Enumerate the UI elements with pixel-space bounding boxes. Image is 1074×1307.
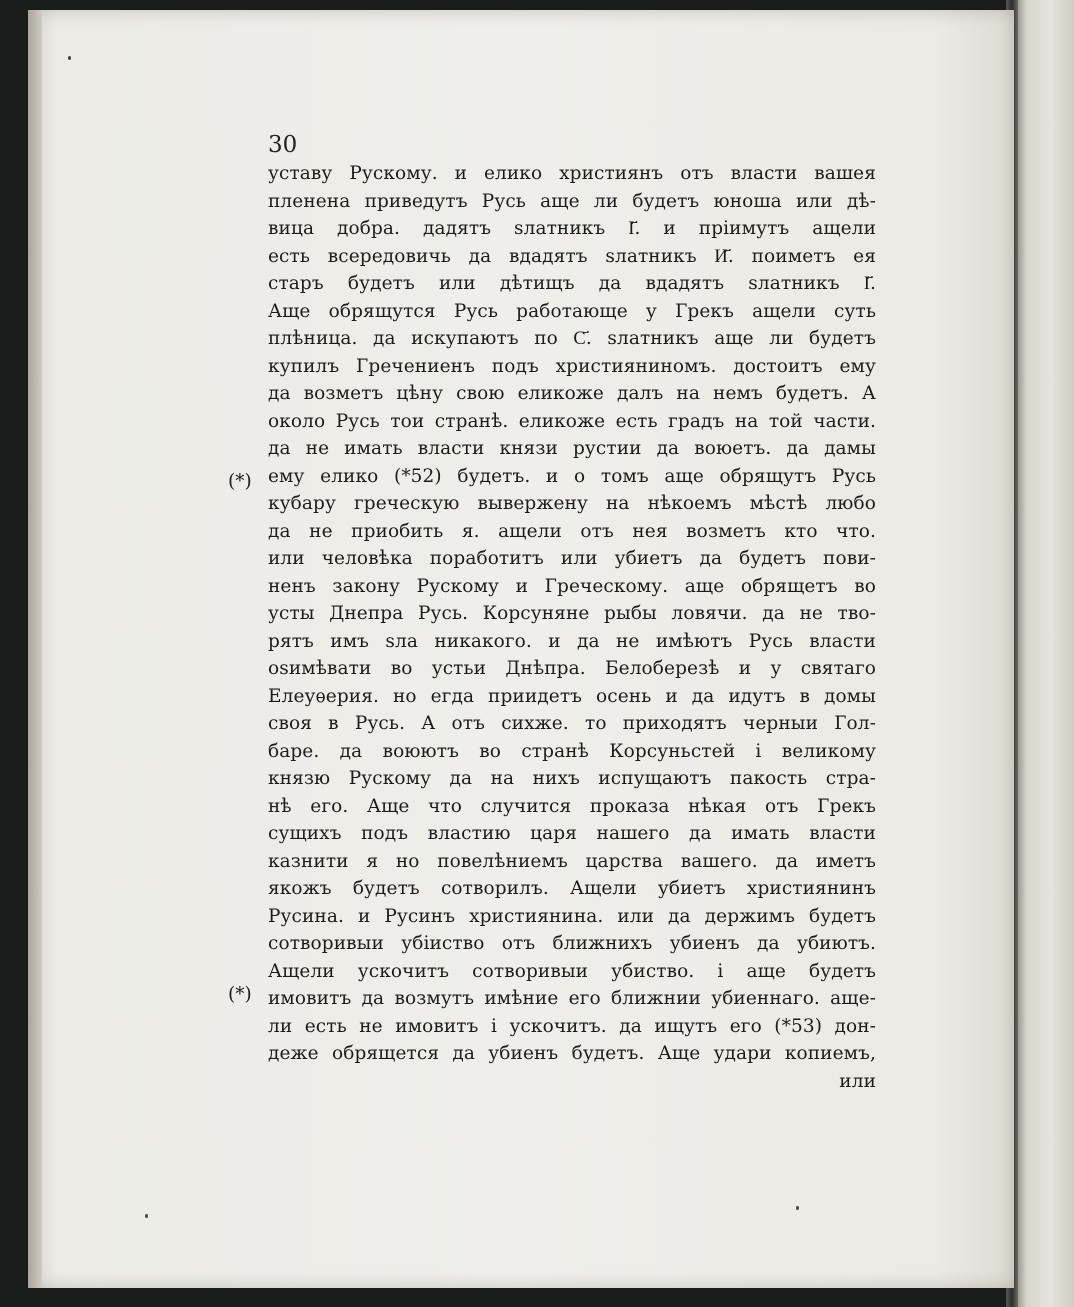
text-line: да не имать власти князи рустии да воюетъ. да дамы	[268, 438, 876, 459]
page-edge	[28, 10, 42, 1288]
text-line: ли есть не имовитъ і ускочитъ. да ищутъ его (*53) дон-	[268, 1015, 876, 1037]
text-line: князю Рускому да на нихъ испущаютъ пакость стра-	[268, 768, 876, 789]
text-line: вица добра. дадятъ ѕлатникъ І҃. и прiимутъ ащели	[268, 218, 876, 239]
text-line: Елеуѳерия. но егда приидетъ осень и да идутъ в домы	[268, 685, 876, 707]
catchword: или	[839, 1070, 876, 1092]
text-line: пленена приведутъ Русь аще ли будетъ юноша или дѣ-	[268, 190, 876, 212]
page-number: 30	[268, 132, 298, 158]
text-line: уставу Рускому. и елико християнъ отъ власти вашея	[268, 163, 876, 184]
text-line: Ащели ускочитъ сотворивыи убиство. і аще будетъ	[268, 960, 876, 982]
text-line: казнити я но повелѣниемъ царства вашего. да иметъ	[268, 850, 876, 872]
text-line: около Русь тои странѣ. еликоже есть градъ на той части.	[268, 410, 876, 432]
body-text	[268, 160, 876, 1095]
text-line: баре. да воюютъ во странѣ Корсуньстей і великому	[268, 740, 876, 762]
text-line: купилъ Гречениенъ подъ християниномъ. достоитъ ему	[268, 355, 876, 377]
footnote-marker: (*)	[228, 471, 252, 492]
text-line: сущихъ подъ властию царя нашего да имать власти	[268, 823, 876, 844]
paper-speck	[68, 56, 71, 60]
text-line: якожъ будетъ сотворилъ. Ащели убиетъ християнинъ	[268, 878, 876, 899]
footnote-marker: (*)	[228, 984, 252, 1005]
text-line: Русина. и Русинъ християнина. или да держимъ будетъ	[268, 905, 876, 927]
text-line: сотворивыи убiиство отъ ближнихъ убиенъ да убиютъ.	[268, 933, 876, 954]
text-line: да не приобить я. ащели отъ нея возметъ кто что.	[268, 520, 876, 542]
text-line: усты Днепра Русь. Корсуняне рыбы ловячи. да не тво-	[268, 603, 876, 624]
text-line: ненъ закону Рускому и Греческому. аще обрящетъ во	[268, 575, 876, 597]
text-line: рятъ имъ ѕла никакого. и да не имѣютъ Русь власти	[268, 630, 876, 652]
paper-speck	[145, 1214, 148, 1218]
text-line: кубару греческую вывержену на нѣкоемъ мѣстѣ любо	[268, 493, 876, 514]
text-line: или человѣка поработитъ или убиетъ да будетъ пови-	[268, 548, 876, 569]
text-line: ему елико (*52) будетъ. и о томъ аще обрящутъ Русь	[268, 465, 876, 487]
text-line: плѣница. да искупаютъ по С҃. ѕлатникъ аще ли будетъ	[268, 328, 876, 349]
paper-speck	[796, 1206, 799, 1210]
facing-page-edge	[1016, 0, 1074, 1307]
text-line: нѣ его. Аще что случится проказа нѣкая отъ Грекъ	[268, 795, 876, 817]
text-line: есть всередовичь да вдадятъ ѕлатникъ И҃. поиметъ ея	[268, 245, 876, 267]
text-line: деже обрящется да убиенъ будетъ. Аще удари копиемъ,	[268, 1043, 876, 1064]
text-line: своя в Русь. А отъ сихже. то приходятъ черныи Гол-	[268, 713, 876, 734]
text-line: да возметъ цѣну свою еликоже далъ на немъ будетъ. А	[268, 383, 876, 404]
text-line: Аще обрящутся Русь работающе у Грекъ ащели суть	[268, 300, 876, 322]
text-line: оѕимѣвати во устьи Днѣпра. Белоберезѣ и у святаго	[268, 658, 876, 679]
text-line: старъ будетъ или дѣтищъ да вдадятъ ѕлатникъ І҃.	[268, 273, 876, 294]
text-line: имовитъ да возмутъ имѣние его ближнии убиеннаго. аще-	[268, 988, 876, 1009]
